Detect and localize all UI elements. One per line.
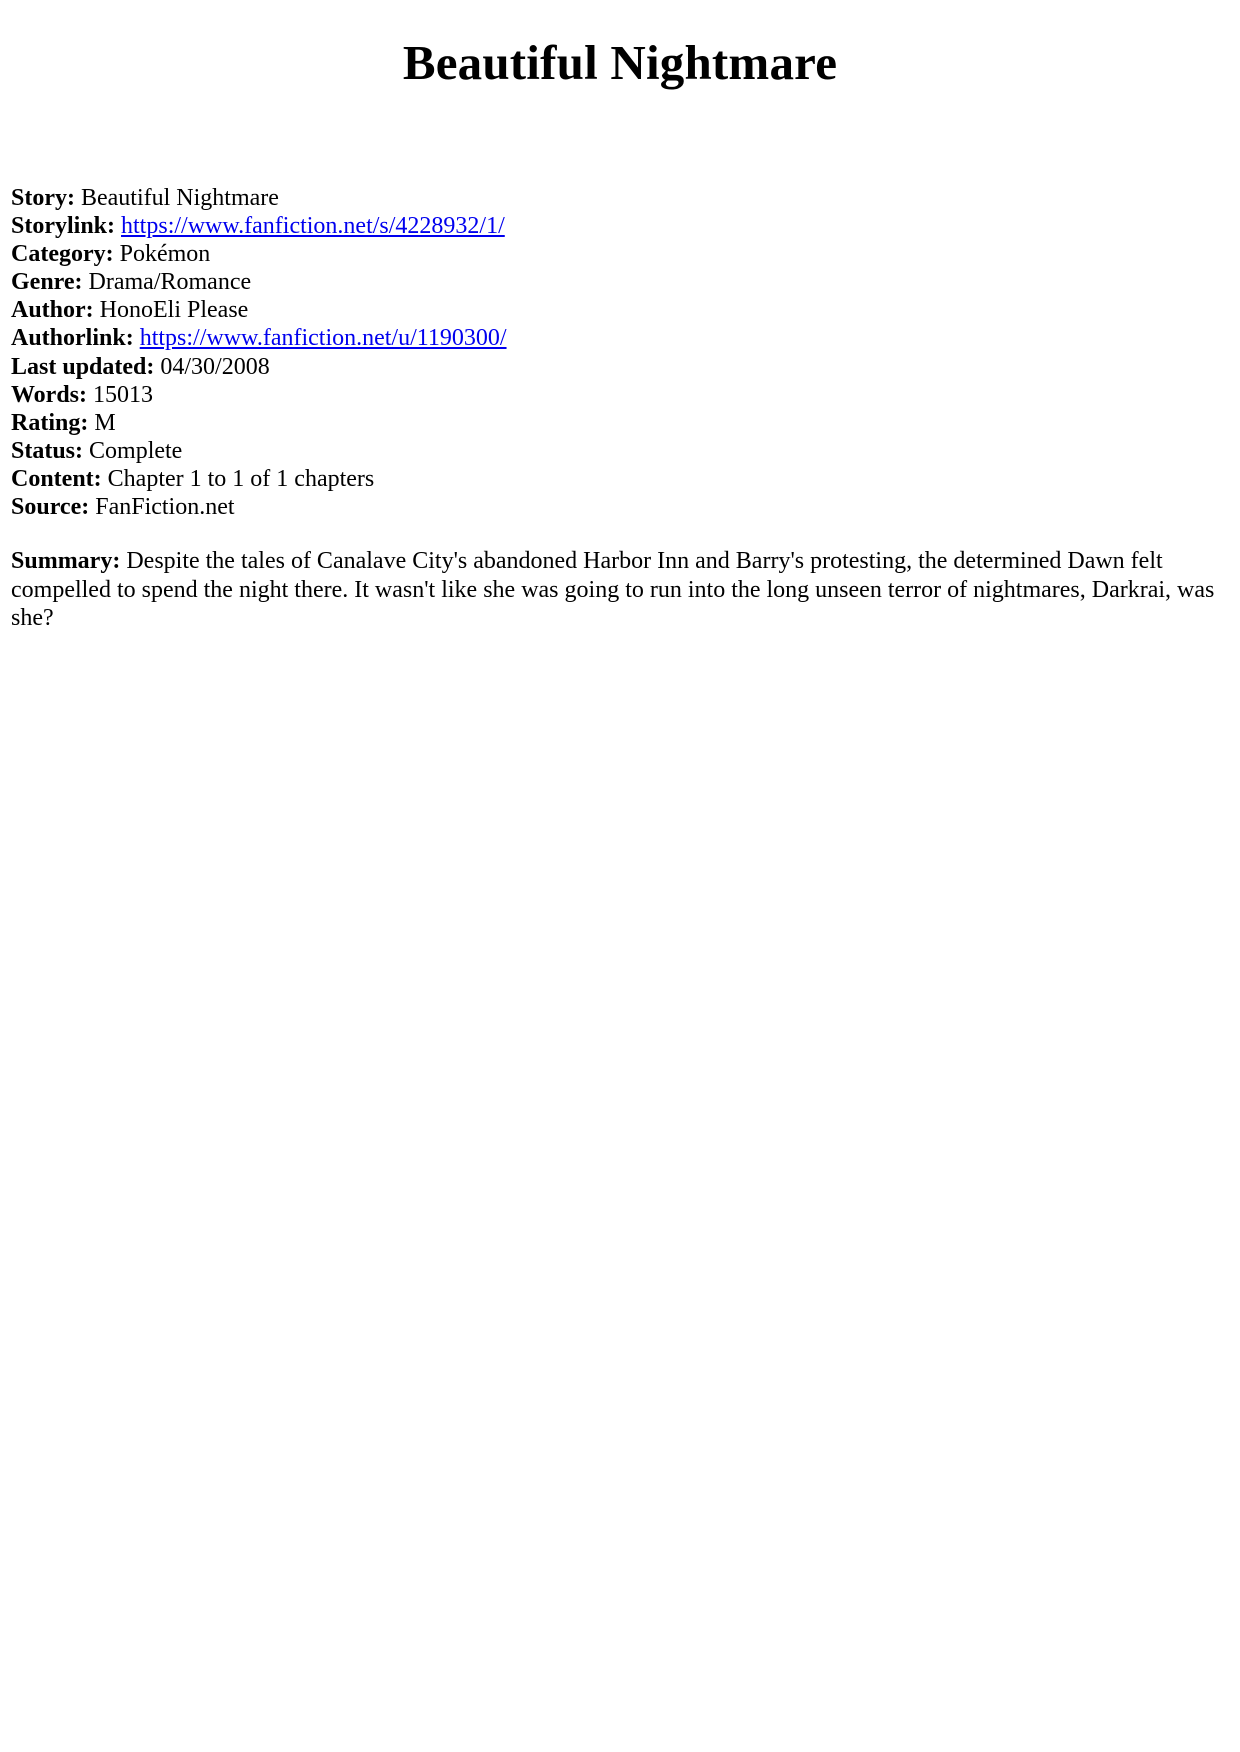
source-label: Source: bbox=[11, 494, 90, 521]
meta-row-words bbox=[11, 381, 1229, 409]
meta-row-last-updated bbox=[11, 353, 1229, 381]
story-metadata bbox=[11, 184, 1229, 521]
meta-row-status bbox=[11, 437, 1229, 465]
authorlink-label: Authorlink: bbox=[11, 325, 134, 352]
story-label: Story: bbox=[11, 185, 75, 211]
storylink-link[interactable]: https://www.fanfiction.net/s/4228932/1/ bbox=[121, 213, 505, 240]
summary-text: Despite the tales of Canalave City's abandoned Harbor Inn and Barry's protesting, the determined Dawn felt compelled to spend the night there. It wasn't like she was going to run into the long unseen terror of nightmares, Darkrai, was she? bbox=[11, 548, 1215, 632]
summary-label: Summary: bbox=[11, 548, 121, 575]
words-label: Words: bbox=[11, 381, 88, 408]
source-value: FanFiction.net bbox=[95, 494, 235, 521]
meta-row-content bbox=[11, 465, 1229, 493]
content-value: Chapter 1 to 1 of 1 chapters bbox=[107, 465, 375, 492]
last-updated-label: Last updated: bbox=[11, 353, 155, 380]
document-page bbox=[11, 0, 1229, 633]
content-label: Content: bbox=[11, 465, 102, 492]
meta-row-genre bbox=[11, 268, 1229, 296]
category-value: Pokémon bbox=[119, 241, 211, 268]
genre-value: Drama/Romance bbox=[88, 269, 252, 296]
authorlink-link[interactable]: https://www.fanfiction.net/u/1190300/ bbox=[139, 325, 507, 352]
meta-row-author bbox=[11, 296, 1229, 324]
meta-row-story bbox=[11, 184, 1229, 212]
page-title: Beautiful Nightmare bbox=[402, 35, 838, 90]
author-label: Author: bbox=[11, 297, 94, 324]
story-summary bbox=[11, 547, 1229, 633]
rating-label: Rating: bbox=[11, 409, 89, 436]
author-value: HonoEli Please bbox=[99, 297, 249, 324]
story-value: Beautiful Nightmare bbox=[80, 185, 279, 211]
meta-row-rating bbox=[11, 409, 1229, 437]
category-label: Category: bbox=[11, 241, 114, 268]
genre-label: Genre: bbox=[11, 269, 83, 296]
rating-value: M bbox=[94, 409, 116, 436]
meta-row-storylink bbox=[11, 212, 1229, 240]
last-updated-value: 04/30/2008 bbox=[160, 353, 270, 380]
meta-row-category bbox=[11, 240, 1229, 268]
meta-row-authorlink bbox=[11, 324, 1229, 352]
storylink-label: Storylink: bbox=[11, 213, 116, 240]
words-value: 15013 bbox=[93, 381, 154, 408]
status-value: Complete bbox=[89, 437, 183, 464]
status-label: Status: bbox=[11, 437, 84, 464]
meta-row-source bbox=[11, 493, 1229, 521]
